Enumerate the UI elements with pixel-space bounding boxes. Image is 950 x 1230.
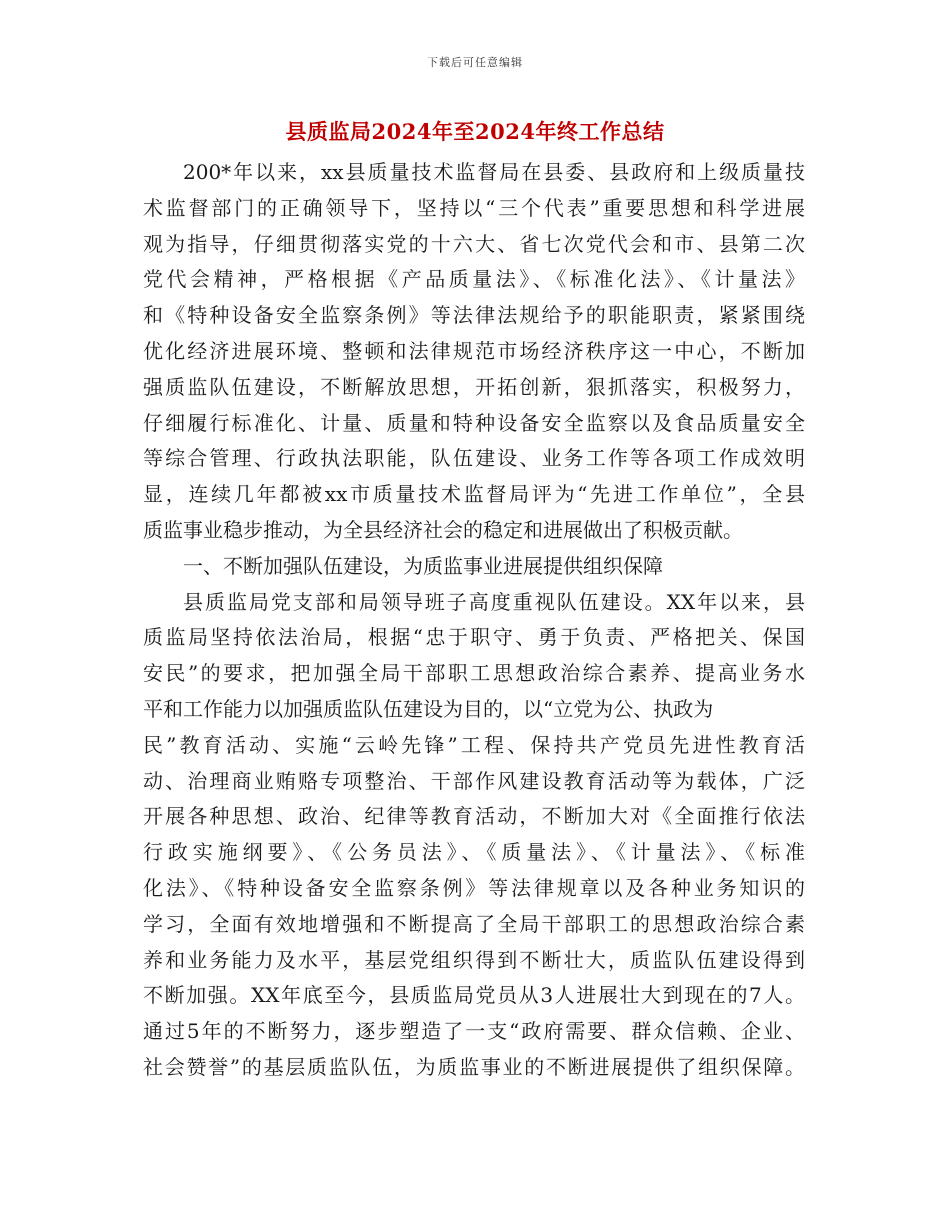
header-note: 下载后可任意编辑 — [427, 56, 523, 69]
body-line: 安民”的要求，把加强全局干部职工思想政治综合素养、提高业务水 — [143, 661, 805, 686]
document-title: 县质监局2024年至2024年终工作总结 — [285, 119, 665, 144]
body-line: 行政实施纲要》、《公务员法》、《质量法》、《计量法》、《标准 — [143, 840, 805, 865]
body-line: 县质监局党支部和局领导班子高度重视队伍建设。XX年以来，县 — [183, 589, 805, 614]
body-line: 社会赞誉”的基层质监队伍，为质监事业的不断进展提供了组织保障。 — [143, 1054, 805, 1079]
body-line: 观为指导，仔细贯彻落实党的十六大、省七次党代会和市、县第二次 — [143, 231, 805, 256]
body-line: 等综合管理、行政执法职能，队伍建设、业务工作等各项工作成效明 — [143, 446, 805, 471]
body-line: 质监事业稳步推动，为全县经济社会的稳定和进展做出了积极贡献。 — [143, 517, 743, 542]
body-line: 仔细履行标准化、计量、质量和特种设备安全监察以及食品质量安全 — [143, 410, 805, 435]
body-line: 党代会精神，严格根据《产品质量法》、《标准化法》、《计量法》 — [143, 267, 805, 292]
body-line: 200*年以来，xx县质量技术监督局在县委、县政府和上级质量技 — [183, 160, 805, 184]
body-line: 平和工作能力以加强质监队伍建设为目的，以“立党为公、执政为 — [143, 696, 714, 721]
body-line: 显，连续几年都被xx市质量技术监督局评为“先进工作单位”，全县 — [143, 482, 805, 507]
body-line: 不断加强。XX年底至今，县质监局党员从3人进展壮大到现在的7人。 — [143, 983, 805, 1008]
body-line: 开展各种思想、政治、纪律等教育活动，不断加大对《全面推行依法 — [143, 804, 805, 829]
body-line: 一、不断加强队伍建设，为质监事业进展提供组织保障 — [183, 553, 663, 578]
document-body — [143, 155, 805, 1086]
body-line: 养和业务能力及水平，基层党组织得到不断壮大，质监队伍建设得到 — [143, 947, 805, 972]
body-line: 术监督部门的正确领导下，坚持以“三个代表”重要思想和科学进展 — [143, 195, 805, 220]
body-line: 和《特种设备安全监察条例》等法律法规给予的职能职责，紧紧围绕 — [143, 303, 805, 328]
body-line: 强质监队伍建设，不断解放思想，开拓创新，狠抓落实，积极努力， — [143, 374, 805, 399]
body-line: 学习，全面有效地增强和不断提高了全局干部职工的思想政治综合素 — [143, 911, 805, 936]
body-line: 动、治理商业贿赂专项整治、干部作风建设教育活动等为载体，广泛 — [143, 768, 805, 793]
body-line: 质监局坚持依法治局，根据“忠于职守、勇于负责、严格把关、保国 — [143, 625, 805, 650]
body-line: 民”教育活动、实施“云岭先锋”工程、保持共产党员先进性教育活 — [143, 732, 805, 757]
body-line: 通过5年的不断努力，逐步塑造了一支“政府需要、群众信赖、企业、 — [143, 1019, 805, 1044]
body-line: 优化经济进展环境、整顿和法律规范市场经济秩序这一中心，不断加 — [143, 338, 805, 363]
body-line: 化法》、《特种设备安全监察条例》等法律规章以及各种业务知识的 — [143, 875, 805, 900]
